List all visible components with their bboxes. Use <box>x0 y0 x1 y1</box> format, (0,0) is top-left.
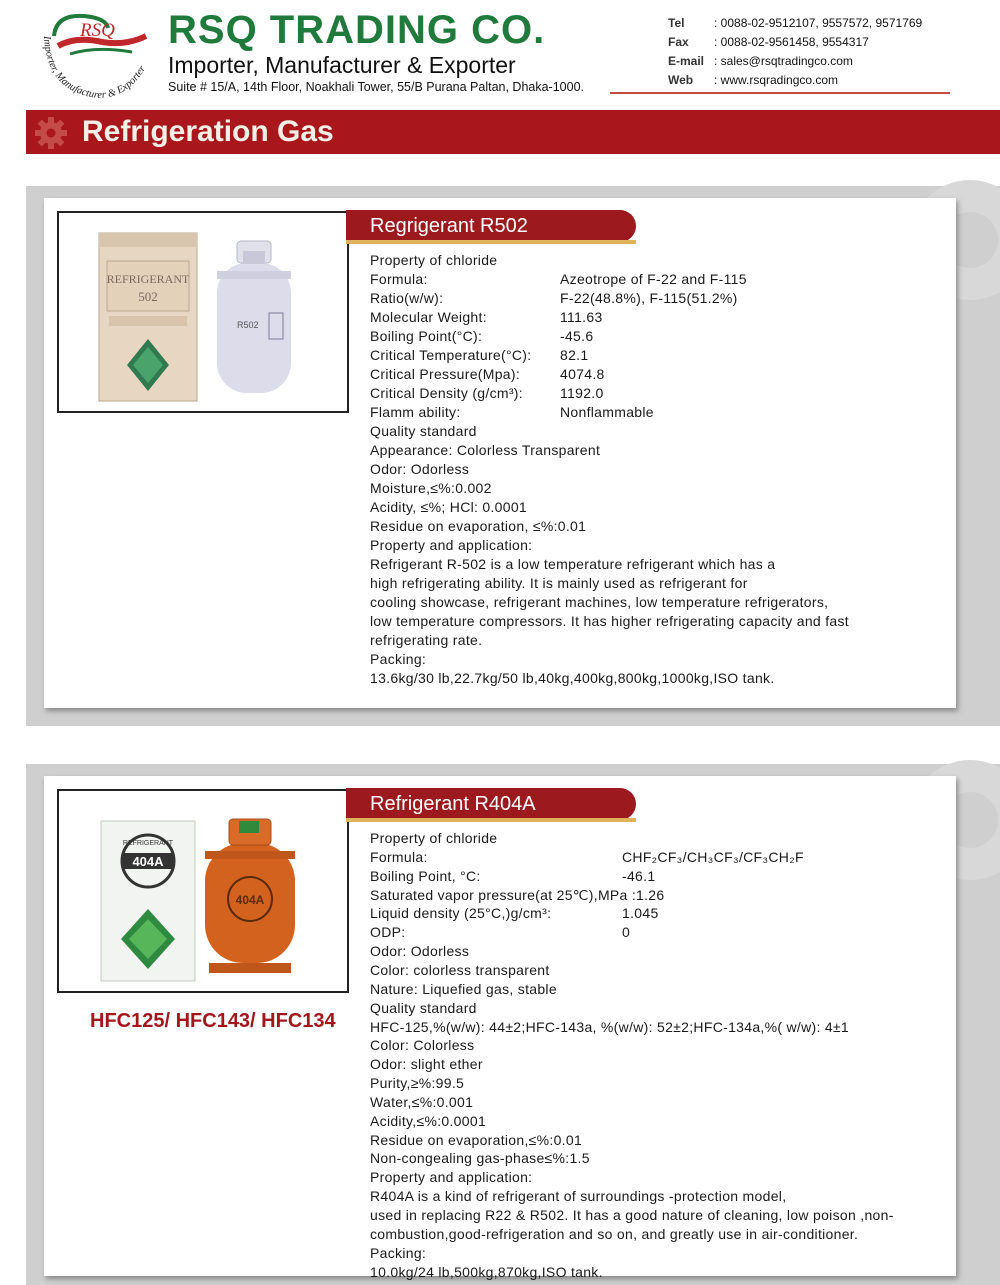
property-label: Flamm ability: <box>370 404 461 420</box>
property-value: CHF₂CF₃/CH₃CF₃/CF₃CH₂F <box>622 848 804 865</box>
property-label: 10.0kg/24 lb,500kg,870kg,ISO tank. <box>370 1263 603 1280</box>
fax-value: : 0088-02-9561458, 9554317 <box>714 35 869 49</box>
property-value: Nonflammable <box>560 404 654 420</box>
logo-ring-text: Importer, Manufacturer & Exporter <box>40 35 149 102</box>
header-divider <box>610 92 950 94</box>
tel-label: Tel <box>668 16 685 30</box>
property-label: 13.6kg/30 lb,22.7kg/50 lb,40kg,400kg,800kg,1000kg,ISO tank. <box>370 670 775 686</box>
product-photo-r404a <box>57 789 349 993</box>
contact-block <box>668 14 922 90</box>
property-value: 0 <box>622 924 631 941</box>
email-link[interactable]: : sales@rsqtradingco.com <box>714 54 853 68</box>
box-label: REFRIGERANT <box>122 840 174 847</box>
fax-label: Fax <box>668 35 689 49</box>
property-label: Packing: <box>370 651 427 667</box>
cylinder-label: R502 <box>237 320 259 330</box>
property-value: -45.6 <box>560 328 594 344</box>
product-title: Regrigerant R502 <box>370 215 528 237</box>
property-label: Refrigerant R-502 is a low temperature refrigerant which has a <box>370 556 776 572</box>
product-subtitle: HFC125/ HFC143/ HFC134 <box>90 1010 336 1032</box>
property-label: Saturated vapor pressure(at 25℃),MPa :1.26 <box>370 886 665 903</box>
logo-text: RSQ <box>80 20 115 41</box>
product-image <box>59 213 347 411</box>
property-value: -46.1 <box>622 867 656 884</box>
property-label: combustion,good-refrigeration and so on, and greatly use in air-conditioner. <box>370 1225 859 1242</box>
property-label: cooling showcase, refrigerant machines, low temperature refrigerators, <box>370 594 829 610</box>
property-label: Water,≤%:0.001 <box>370 1093 474 1110</box>
property-value: 82.1 <box>560 347 589 363</box>
property-label: high refrigerating ability. It is mainly used as refrigerant for <box>370 575 748 591</box>
web-link[interactable]: : www.rsqradingco.com <box>714 73 839 87</box>
property-label: Property of chloride <box>370 252 498 268</box>
property-label: Critical Pressure(Mpa): <box>370 366 521 382</box>
property-label: Odor: Odorless <box>370 943 470 960</box>
property-label: Residue on evaporation, ≤%:0.01 <box>370 518 587 534</box>
property-label: Purity,≥%:99.5 <box>370 1075 465 1092</box>
property-value: 1.045 <box>622 905 659 922</box>
property-label: Color: colorless transparent <box>370 961 550 978</box>
property-label: Quality standard <box>370 423 477 439</box>
property-label: low temperature compressors. It has higher refrigerating capacity and fast <box>370 613 849 629</box>
cylinder-label: 404A <box>235 893 265 907</box>
web-label: Web <box>668 73 694 87</box>
property-value: 111.63 <box>560 309 603 325</box>
property-label: Formula: <box>370 271 428 287</box>
property-value: Azeotrope of F-22 and F-115 <box>560 271 747 287</box>
property-label: Boiling Point, °C: <box>370 867 481 884</box>
property-label: Acidity, ≤%; HCl: 0.0001 <box>370 499 528 515</box>
property-label: Nature: Liquefied gas, stable <box>370 980 557 997</box>
box-number: 404A <box>132 854 164 869</box>
property-label: Odor: Odorless <box>370 461 470 477</box>
product-photo-r502 <box>57 211 349 413</box>
property-label: Odor: slight ether <box>370 1056 483 1073</box>
property-label: refrigerating rate. <box>370 632 483 648</box>
property-label: Property and application: <box>370 537 533 553</box>
svg-text:Importer, Manufacturer & Expor <box>41 35 149 101</box>
property-label: Critical Density (g/cm³): <box>370 385 523 401</box>
property-label: R404A is a kind of refrigerant of surroundings -protection model, <box>370 1188 787 1205</box>
gear-icon <box>34 116 68 150</box>
box-label: REFRIGERANT <box>106 272 190 286</box>
property-label: Property of chloride <box>370 830 498 846</box>
product-image <box>59 791 347 991</box>
company-tagline: Importer, Manufacturer & Exporter <box>168 52 516 78</box>
company-name: RSQ TRADING CO. <box>168 8 546 52</box>
property-label: Liquid density (25°C,)g/cm³: <box>370 905 552 922</box>
property-label: Critical Temperature(°C): <box>370 347 532 363</box>
property-value: 4074.8 <box>560 366 605 382</box>
page-header <box>0 0 1000 108</box>
tel-value: : 0088-02-9512107, 9557572, 9571769 <box>714 16 923 30</box>
property-label: Color: Colorless <box>370 1037 475 1054</box>
property-label: Property and application: <box>370 1169 533 1186</box>
box-number: 502 <box>138 289 158 304</box>
property-label: ODP: <box>370 924 406 941</box>
property-label: Ratio(w/w): <box>370 290 444 306</box>
property-label: Appearance: Colorless Transparent <box>370 442 601 458</box>
company-address: Suite # 15/A, 14th Floor, Noakhali Tower, 55/B Purana Paltan, Dhaka-1000. <box>168 80 585 94</box>
email-label: E-mail <box>668 54 705 68</box>
company-logo <box>36 6 160 106</box>
property-label: Quality standard <box>370 999 477 1016</box>
property-label: Acidity,≤%:0.0001 <box>370 1112 487 1129</box>
property-label: Non-congealing gas-phase≤%:1.5 <box>370 1150 590 1167</box>
property-label: Moisture,≤%:0.002 <box>370 480 492 496</box>
property-label: Formula: <box>370 848 428 865</box>
property-value: F-22(48.8%), F-115(51.2%) <box>560 290 738 306</box>
property-value: 1192.0 <box>560 385 604 401</box>
page-title: Refrigeration Gas <box>82 115 334 148</box>
property-label: Packing: <box>370 1244 427 1261</box>
property-label: HFC-125,%(w/w): 44±2;HFC-143a, %(w/w): 52±2;HFC-134a,%( w/w): 4±1 <box>370 1018 850 1035</box>
property-label: used in replacing R22 & R502. It has a good nature of cleaning, low poison ,non- <box>370 1207 894 1223</box>
property-label: Boiling Point(°C): <box>370 328 483 344</box>
product-title: Refrigerant R404A <box>370 793 536 815</box>
property-label: Residue on evaporation,≤%:0.01 <box>370 1131 583 1148</box>
property-label: Molecular Weight: <box>370 309 487 325</box>
